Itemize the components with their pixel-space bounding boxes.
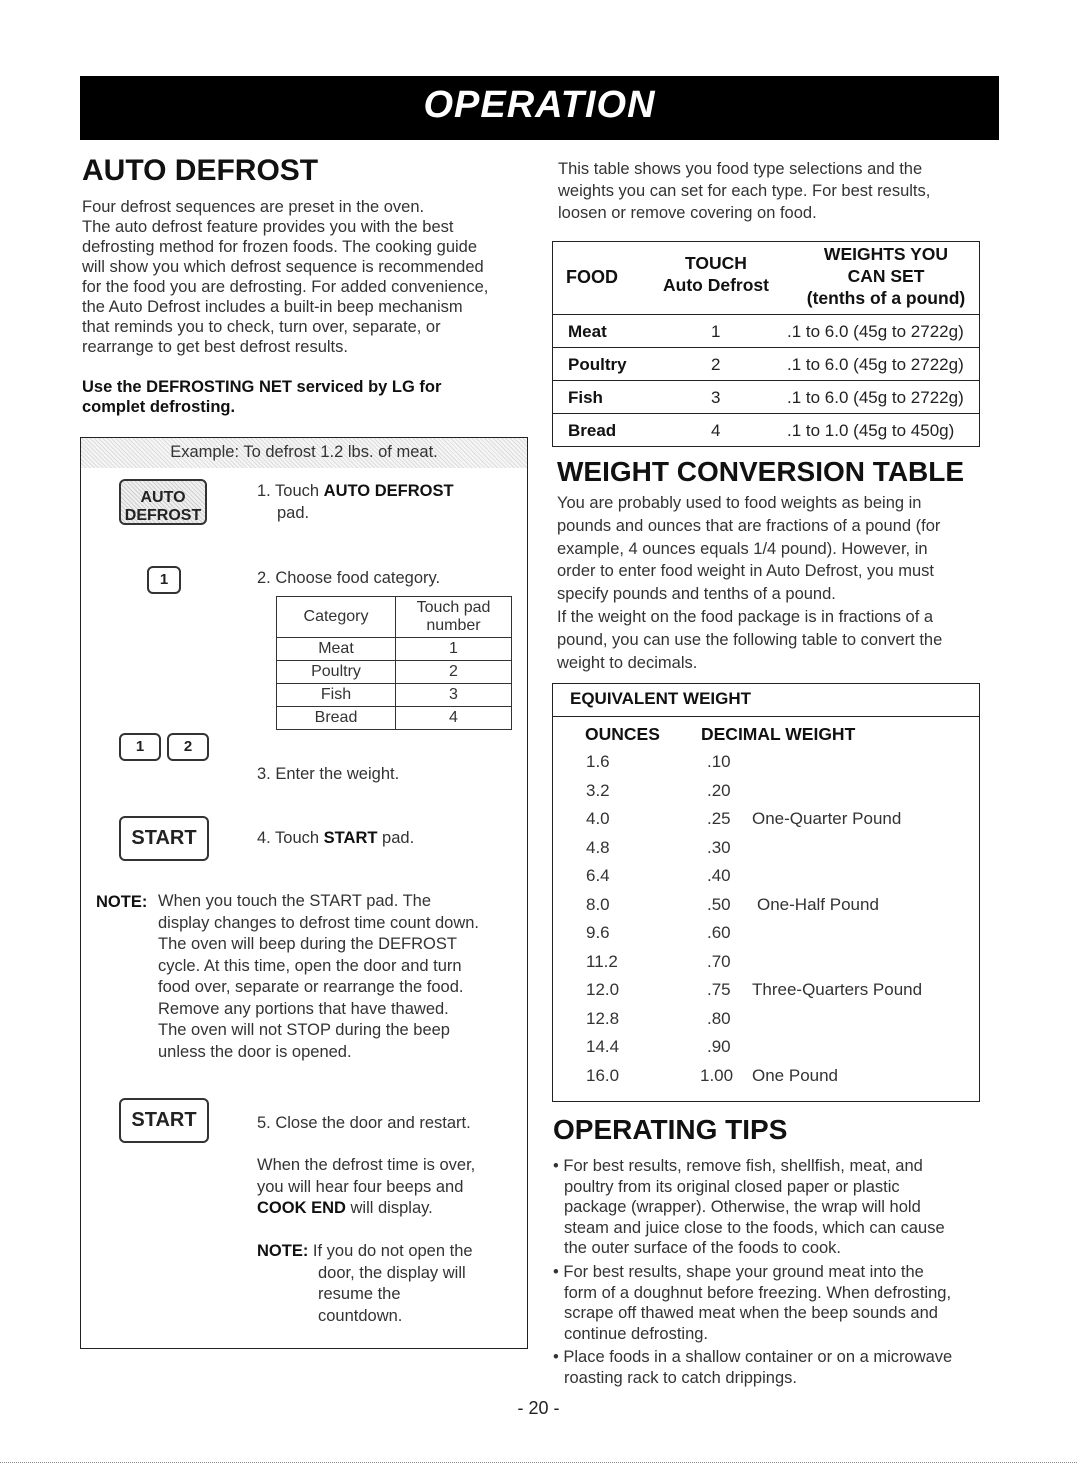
table-row: Bread 4 xyxy=(277,707,512,730)
category-table xyxy=(276,596,512,730)
tip-item: • For best results, remove fish, shellfish, meat, and poultry from its original closed paper or plastic package (wrapper). Otherwise, the wrap will hold steam and juice close to the foods, which can cause the outer surface of the foods to cook. xyxy=(553,1157,945,1257)
category-header: Category xyxy=(277,597,396,638)
example-title: Example: To defrost 1.2 lbs. of meat. xyxy=(81,438,527,468)
table-row: 14.4 .90 xyxy=(586,1037,731,1056)
table-row: 12.0 .75 Three-Quarters Pound xyxy=(586,980,923,999)
table-row: 16.0 1.00 One Pound xyxy=(586,1065,839,1085)
note-text: When you touch the START pad. The display changes to defrost time count down. The oven will beep during the DEFROST cycle. At this time, open the door and turn food over, separate or rearrange the food. Remove any portions that have thawed. The oven will not STOP during the beep unless the door is opened. xyxy=(158,892,480,1061)
page-number: - 20 - xyxy=(517,1398,560,1418)
number-2-keypad-icon: 2 xyxy=(167,733,209,761)
start-keypad-icon: START xyxy=(119,816,209,861)
table-row: 11.2 .70 xyxy=(586,951,731,971)
table-row: Fish 3 xyxy=(277,684,512,707)
food-header: FOOD xyxy=(566,267,618,287)
table-row: Poultry 2 .1 to 6.0 (45g to 2722g) xyxy=(553,347,979,381)
note-2: NOTE: If you do not open the door, the display will resume the countdown. xyxy=(257,1242,473,1325)
table-row: 12.8 .80 xyxy=(586,1008,731,1028)
page-bottom-divider xyxy=(0,1462,1077,1463)
auto-defrost-intro: Four defrost sequences are preset in the oven. The auto defrost feature provides you with the best defrosting method for frozen foods. The cooking guide will show you which defrost sequence is recommended for the food you are defrosting. For added convenience, the Auto Defrost includes a built-in beep mechanism that reminds you to check, turn over, separate, or rearrange to get best defrost results. xyxy=(82,198,489,356)
operating-tips-heading: OPERATING TIPS xyxy=(553,1114,788,1145)
table-row: 3.2 .20 xyxy=(586,780,731,800)
food-table-intro: This table shows you food type selections and the weights you can set for each type. For best results, loosen or remove covering on food. xyxy=(558,160,931,222)
table-row: 9.6 .60 xyxy=(586,923,731,942)
number-1-keypad-icon: 1 xyxy=(147,566,181,594)
auto-defrost-keypad-icon: AUTO DEFROST xyxy=(119,479,207,525)
table-row: Meat 1 .1 to 6.0 (45g to 2722g) xyxy=(553,314,979,348)
start-keypad-icon: START xyxy=(119,1098,209,1143)
table-row: Fish 3 .1 to 6.0 (45g to 2722g) xyxy=(553,380,979,414)
step-4: 4. Touch START pad. xyxy=(257,829,415,847)
weight-conversion-heading: WEIGHT CONVERSION TABLE xyxy=(557,456,965,487)
auto-defrost-heading: AUTO DEFROST xyxy=(82,154,319,187)
tip-item: • Place foods in a shallow container or on a microwave roasting rack to catch drippings. xyxy=(553,1348,953,1387)
number-1-keypad-icon: 1 xyxy=(119,733,161,761)
header-divider xyxy=(553,716,979,717)
table-row: 4.0 .25 One-Quarter Pound xyxy=(586,809,902,828)
tip-item: • For best results, shape your ground meat into the form of a doughnut before freezing. When defrosting, scrape off thawed meat when the beep sounds and continue defrosting. xyxy=(553,1263,952,1343)
table-row: 1.6 .10 xyxy=(586,752,731,771)
table-row: 8.0 .50 One-Half Pound xyxy=(586,894,879,914)
table-row: Poultry 2 xyxy=(277,661,512,684)
step-3: 3. Enter the weight. xyxy=(257,765,400,783)
note-label: NOTE: xyxy=(96,893,148,911)
table-row: 4.8 .30 xyxy=(586,837,731,857)
table-row: Bread 4 .1 to 1.0 (45g to 450g) xyxy=(553,413,979,447)
weight-conversion-paragraph: You are probably used to food weights as being in pounds and ounces that are fractions of a pound (for example, 4 ounces equals 1/4 pound). However, in order to enter food weight in Auto Defrost, you must specify pounds and tenths of a pound. If the weight on the food package is in fractions of a pound, you can use the following table to convert the weight to decimals. xyxy=(557,494,943,672)
touch-header: TOUCH Auto Defrost xyxy=(663,253,769,295)
finish-text: When the defrost time is over, you will hear four beeps and COOK END will display. xyxy=(257,1156,476,1217)
step-1: 1. Touch AUTO DEFROST pad. xyxy=(257,482,454,522)
page-title: OPERATION xyxy=(423,84,656,126)
step-2: 2. Choose food category. xyxy=(257,569,441,587)
equivalent-weight-table xyxy=(552,683,980,1102)
decimal-weight-header: DECIMAL WEIGHT xyxy=(701,724,856,744)
equivalent-weight-title: EQUIVALENT WEIGHT xyxy=(570,689,752,708)
food-weights-table xyxy=(552,241,980,447)
weights-header: WEIGHTS YOU CAN SET (tenths of a pound) xyxy=(806,244,966,308)
table-row: Meat 1 xyxy=(277,638,512,661)
table-row: 6.4 .40 xyxy=(586,866,731,885)
operation-banner xyxy=(80,76,999,140)
ounces-header: OUNCES xyxy=(585,724,660,744)
defrosting-net-note: Use the DEFROSTING NET serviced by LG for complet defrosting. xyxy=(82,378,442,416)
touch-pad-number-header: Touch pad number xyxy=(396,597,512,638)
step-5: 5. Close the door and restart. xyxy=(257,1114,471,1132)
